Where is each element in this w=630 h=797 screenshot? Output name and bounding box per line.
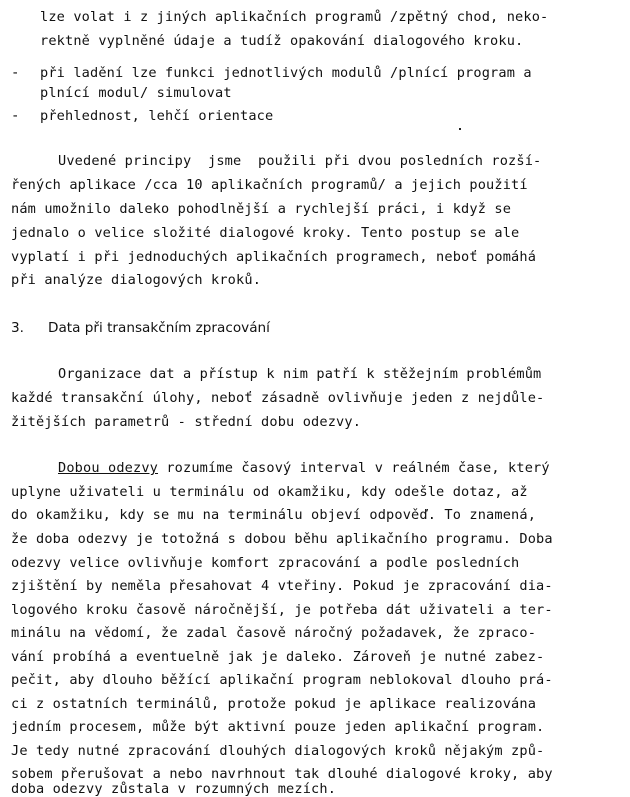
text-line: každé transakční úlohy, neboť zásadně ovlivňuje jeden z nejdůle- bbox=[11, 390, 545, 406]
text-line: jedním procesem, může být aktivní pouze jeden aplikační program. bbox=[11, 719, 545, 735]
text-line: Je tedy nutné zpracování dlouhých dialogových kroků nějakým způ- bbox=[11, 743, 545, 759]
bullet-marker: - bbox=[11, 65, 20, 81]
text-line: minálu na vědomí, že zadal časově náročný požadavek, že zpraco- bbox=[11, 625, 537, 641]
bullet-line: plnící modul/ simulovat bbox=[40, 85, 232, 101]
text-line: zjištění by neměla přesahovat 4 vteřiny. Pokud je zpracování dia- bbox=[11, 578, 553, 594]
text-line: jednalo o velice složité dialogové kroky. Tento postup se ale bbox=[11, 225, 520, 241]
section-number: 3. bbox=[11, 320, 24, 336]
text-line: pečit, aby dlouho běžící aplikační program neblokoval dlouho prá- bbox=[11, 672, 553, 688]
text-line: do okamžiku, kdy se mu na terminálu objeví odpověď. To znamená, bbox=[11, 507, 537, 523]
text-line: ci z ostatních terminálů, protože pokud je aplikace realizována bbox=[11, 696, 537, 712]
text-line: logového kroku časově náročnější, je potřeba dát uživateli a ter- bbox=[11, 602, 553, 618]
text-line: při analýze dialogových kroků. bbox=[11, 272, 262, 288]
section-title: Data při transakčním zpracování bbox=[48, 320, 270, 336]
bullet-line: přehlednost, lehčí orientace bbox=[40, 108, 274, 124]
text-line: vyplatí i při jednoduchých aplikačních programech, neboť pomáhá bbox=[11, 249, 537, 265]
bullet-marker: - bbox=[11, 108, 20, 124]
scan-speck bbox=[459, 128, 461, 130]
text-line: lze volat i z jiných aplikačních programů /zpětný chod, neko- bbox=[40, 9, 549, 25]
text-line: řených aplikace /cca 10 aplikačních programů/ a jejich použití bbox=[11, 177, 528, 193]
bullet-line: při ladění lze funkci jednotlivých modulů /plnící program a bbox=[40, 65, 532, 81]
text-segment: rozumíme časový interval v reálném čase, který bbox=[158, 460, 550, 476]
text-line: Uvedené principy jsme použili při dvou posledních rozší- bbox=[58, 153, 542, 169]
text-line: žitějších parametrů - střední dobu odezvy. bbox=[11, 414, 362, 430]
text-line: že doba odezvy je totožná s dobou běhu aplikačního programu. Doba bbox=[11, 531, 553, 547]
text-line: vání probíhá a eventuelně jak je daleko. Zároveň je nutné zabez- bbox=[11, 649, 545, 665]
text-line: rektně vyplněné údaje a tudíž opakování dialogového kroku. bbox=[40, 33, 524, 49]
text-line: doba odezvy zůstala v rozumných mezích. bbox=[11, 781, 337, 797]
underlined-term: Dobou odezvy bbox=[58, 460, 159, 476]
text-line: Organizace dat a přístup k nim patří k stěžejním problémům bbox=[58, 366, 542, 382]
text-line bbox=[58, 460, 550, 476]
text-line: odezvy velice ovlivňuje komfort zpracování a podle posledních bbox=[11, 555, 520, 571]
text-line: sobem přerušovat a nebo navrhnout tak dlouhé dialogové kroky, aby bbox=[11, 766, 553, 782]
text-line: uplyne uživateli u terminálu od okamžiku, kdy odešle dotaz, až bbox=[11, 484, 528, 500]
text-line: nám umožnilo daleko pohodlnější a rychlejší práci, i když se bbox=[11, 201, 512, 217]
